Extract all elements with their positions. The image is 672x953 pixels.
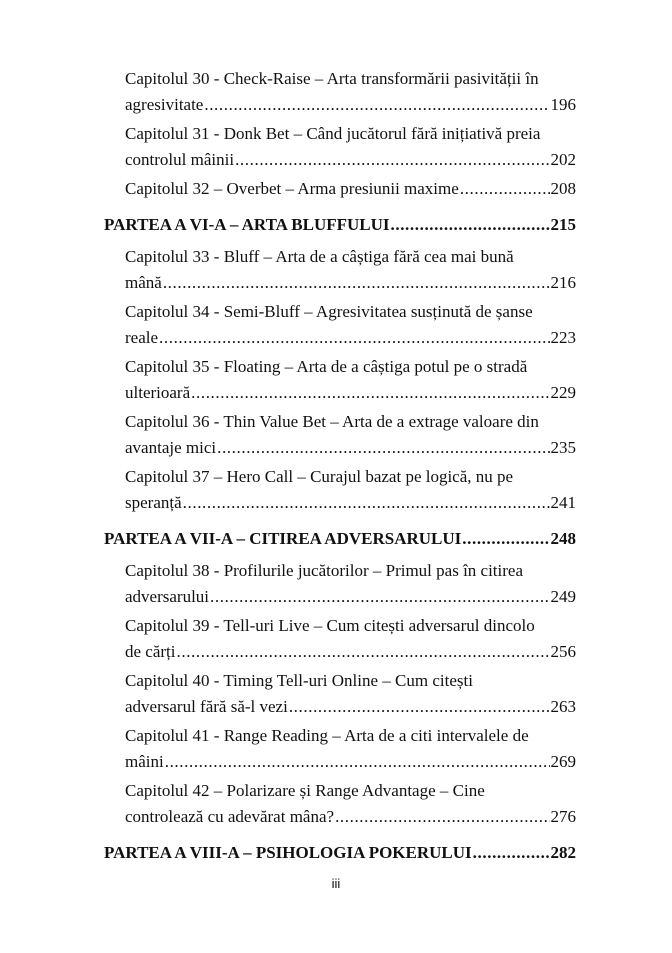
toc-entry-title-line: Capitolul 38 - Profilurile jucătorilor – Primul pas în citirea xyxy=(125,561,524,580)
toc-page-number: 208 xyxy=(550,179,576,198)
toc-entry-title-line: de cărți xyxy=(125,642,176,661)
toc-entry-part-8[interactable] xyxy=(104,840,576,866)
dot-leader xyxy=(391,212,550,238)
toc-entry-title-line: Capitolul 31 - Donk Bet – Când jucătorul fără inițiativă preia xyxy=(125,124,541,143)
toc-part-title: PARTEA A VII-A – CITIREA ADVERSARULUI xyxy=(104,529,462,548)
toc-entry-title-line: Capitolul 42 – Polarizare și Range Advantage – Cine xyxy=(125,781,485,800)
toc-entry-chapter-37[interactable] xyxy=(104,464,576,516)
toc-page-number: 269 xyxy=(550,752,576,771)
toc-entry-part-7[interactable] xyxy=(104,526,576,552)
toc-entry-chapter-34[interactable] xyxy=(104,299,576,351)
toc-entry-title-line: Capitolul 32 – Overbet – Arma presiunii maxime xyxy=(125,179,459,198)
toc-page-number: 249 xyxy=(550,587,576,606)
table-of-contents xyxy=(104,66,576,872)
dot-leader xyxy=(163,270,550,296)
toc-page-number: 263 xyxy=(550,697,576,716)
toc-entry-chapter-40[interactable] xyxy=(104,668,576,720)
dot-leader xyxy=(473,840,550,866)
dot-leader xyxy=(235,147,549,173)
toc-page-number: 196 xyxy=(550,95,576,114)
toc-entry-chapter-41[interactable] xyxy=(104,723,576,775)
dot-leader xyxy=(460,176,550,202)
toc-page-number: 282 xyxy=(550,843,576,862)
dot-leader xyxy=(289,694,550,720)
toc-entry-chapter-39[interactable] xyxy=(104,613,576,665)
toc-entry-title-line: Capitolul 41 - Range Reading – Arta de a citi intervalele de xyxy=(125,726,529,745)
toc-entry-title-line: ulterioară xyxy=(125,383,191,402)
dot-leader xyxy=(210,584,549,610)
toc-entry-title-line: Capitolul 37 – Hero Call – Curajul bazat pe logică, nu pe xyxy=(125,467,514,486)
toc-entry-chapter-31[interactable] xyxy=(104,121,576,173)
toc-entry-title-line: mâini xyxy=(125,752,164,771)
toc-entry-title-line: controlează cu adevărat mâna? xyxy=(125,807,335,826)
dot-leader xyxy=(177,639,550,665)
dot-leader xyxy=(165,749,550,775)
toc-entry-title-line: adversarului xyxy=(125,587,210,606)
dot-leader xyxy=(335,804,549,830)
toc-entry-title-line: Capitolul 34 - Semi-Bluff – Agresivitatea susținută de șanse xyxy=(125,302,533,321)
toc-entry-title-line: mână xyxy=(125,273,162,292)
toc-entry-chapter-30[interactable] xyxy=(104,66,576,118)
toc-part-title: PARTEA A VIII-A – PSIHOLOGIA POKERULUI xyxy=(104,843,472,862)
toc-page-number: 202 xyxy=(550,150,576,169)
toc-entry-title-line: controlul mâinii xyxy=(125,150,235,169)
dot-leader xyxy=(159,325,549,351)
toc-page-number: 256 xyxy=(550,642,576,661)
toc-entry-title-line: Capitolul 40 - Timing Tell-uri Online – Cum citești xyxy=(125,671,473,690)
toc-page-number: 241 xyxy=(550,493,576,512)
toc-page-number: 229 xyxy=(550,383,576,402)
toc-entry-title-line: Capitolul 39 - Tell-uri Live – Cum citești adversarul dincolo xyxy=(125,616,535,635)
toc-entry-chapter-35[interactable] xyxy=(104,354,576,406)
toc-page-number: 235 xyxy=(550,438,576,457)
toc-entry-title-line: reale xyxy=(125,328,159,347)
toc-page-number: 216 xyxy=(550,273,576,292)
toc-page-number: 276 xyxy=(550,807,576,826)
toc-entry-chapter-32[interactable] xyxy=(104,176,576,202)
toc-entry-title-line: Capitolul 33 - Bluff – Arta de a câștiga fără cea mai bună xyxy=(125,247,514,266)
toc-page-number: 223 xyxy=(550,328,576,347)
toc-entry-chapter-36[interactable] xyxy=(104,409,576,461)
toc-page-number: 248 xyxy=(550,529,576,548)
toc-entry-part-6[interactable] xyxy=(104,212,576,238)
toc-part-title: PARTEA A VI-A – ARTA BLUFFULUI xyxy=(104,215,390,234)
toc-entry-title-line: adversarul fără să-l vezi xyxy=(125,697,288,716)
toc-entry-title-line: speranță xyxy=(125,493,182,512)
toc-entry-chapter-42[interactable] xyxy=(104,778,576,830)
toc-entry-title-line: avantaje mici xyxy=(125,438,217,457)
dot-leader xyxy=(204,92,549,118)
page-number: iii xyxy=(331,876,341,891)
toc-entry-title-line: Capitolul 36 - Thin Value Bet – Arta de a extrage valoare din xyxy=(125,412,539,431)
dot-leader xyxy=(183,490,550,516)
toc-entry-chapter-38[interactable] xyxy=(104,558,576,610)
toc-page-number: 215 xyxy=(550,215,576,234)
dot-leader xyxy=(462,526,549,552)
toc-entry-chapter-33[interactable] xyxy=(104,244,576,296)
toc-entry-title-line: agresivitate xyxy=(125,95,204,114)
dot-leader xyxy=(217,435,549,461)
toc-entry-title-line: Capitolul 35 - Floating – Arta de a câștiga potul pe o stradă xyxy=(125,357,528,376)
toc-entry-title-line: Capitolul 30 - Check-Raise – Arta transformării pasivității în xyxy=(125,69,539,88)
dot-leader xyxy=(191,380,549,406)
